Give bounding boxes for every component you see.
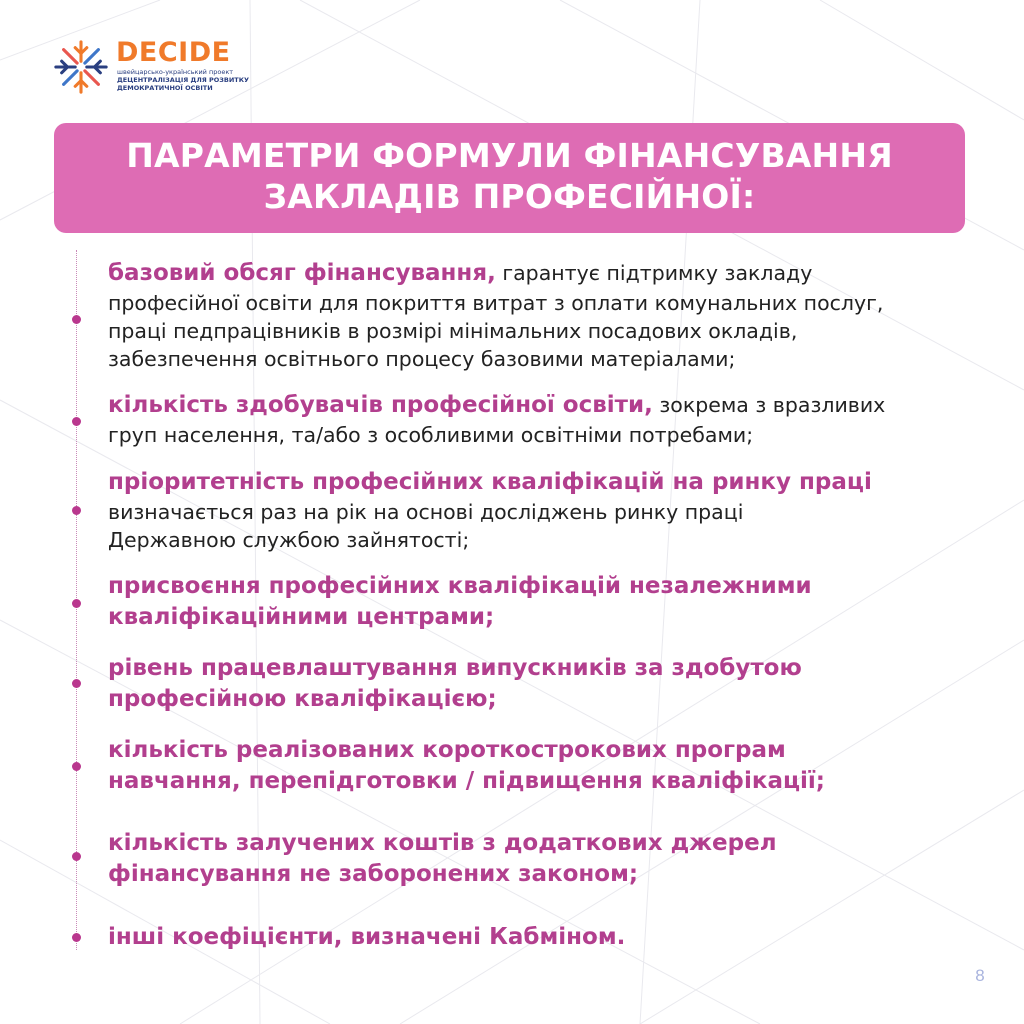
bullet-dot (72, 599, 81, 608)
list-item (108, 922, 988, 953)
item-heading: базовий обсяг фінансування, (108, 260, 496, 286)
banner-title-line1: ПАРАМЕТРИ ФОРМУЛИ ФІНАНСУВАННЯ (126, 136, 893, 175)
item-heading-line: кількість залучених коштів з додаткових джерел (108, 830, 777, 856)
bullet-dot (72, 762, 81, 771)
logo-subtitle-line1: швейцарсько-український проект (117, 68, 234, 76)
item-description-line: Державною службою зайнятості; (108, 528, 470, 552)
list-item (108, 258, 988, 373)
list-item (108, 390, 988, 449)
item-heading-line: фінансування не заборонених законом; (108, 861, 639, 887)
item-heading-line: рівень працевлаштування випускників за здобутою (108, 655, 802, 681)
item-heading: пріоритетність професійних кваліфікацій на ринку праці (108, 469, 872, 495)
item-description-line: груп населення, та/або з особливими освітніми потребами; (108, 423, 754, 447)
bullet-dot (72, 852, 81, 861)
list-item (108, 828, 988, 890)
list-item (108, 571, 988, 633)
bullet-dot (72, 933, 81, 942)
banner-title-line2: ЗАКЛАДІВ ПРОФЕСІЙНОЇ: (263, 177, 756, 216)
item-heading-line: кількість реалізованих короткострокових програм (108, 737, 786, 763)
snowflake-logo-icon (52, 38, 110, 96)
item-heading-line: навчання, перепідготовки / підвищення кваліфікації; (108, 768, 825, 794)
page-number: 8 (975, 966, 985, 985)
list-item (108, 735, 988, 797)
item-description-line: визначається раз на рік на основі досліджень ринку праці (108, 500, 744, 524)
item-description-inline: гарантує підтримку закладу (495, 261, 813, 285)
title-banner (54, 123, 965, 233)
item-heading: кількість здобувачів професійної освіти, (108, 392, 653, 418)
banner-title (54, 135, 965, 217)
bullet-dot (72, 506, 81, 515)
item-description-inline: зокрема з вразливих (652, 393, 886, 417)
bullet-dot (72, 679, 81, 688)
bullet-dot (72, 417, 81, 426)
item-heading-line: присвоєння професійних кваліфікацій незалежними (108, 573, 812, 599)
item-heading-line: професійною кваліфікацією; (108, 686, 497, 712)
item-heading-line: інші коефіцієнти, визначені Кабміном. (108, 924, 626, 950)
item-description-line: професійної освіти для покриття витрат з оплати комунальних послуг, (108, 291, 884, 315)
logo-wordmark: DECIDE (116, 37, 231, 68)
list-item (108, 467, 988, 554)
logo-subtitle-line2: ДЕЦЕНТРАЛІЗАЦІЯ ДЛЯ РОЗВИТКУ ДЕМОКРАТИЧНОЇ ОСВІТИ (117, 76, 250, 92)
bullet-dot (72, 315, 81, 324)
item-description-line: забезпечення освітнього процесу базовими матеріалами; (108, 347, 736, 371)
item-heading-line: кваліфікаційними центрами; (108, 604, 495, 630)
list-item (108, 653, 988, 715)
decide-logo (52, 38, 252, 98)
item-description-line: праці педпрацівників в розмірі мінімальних посадових окладів, (108, 319, 798, 343)
